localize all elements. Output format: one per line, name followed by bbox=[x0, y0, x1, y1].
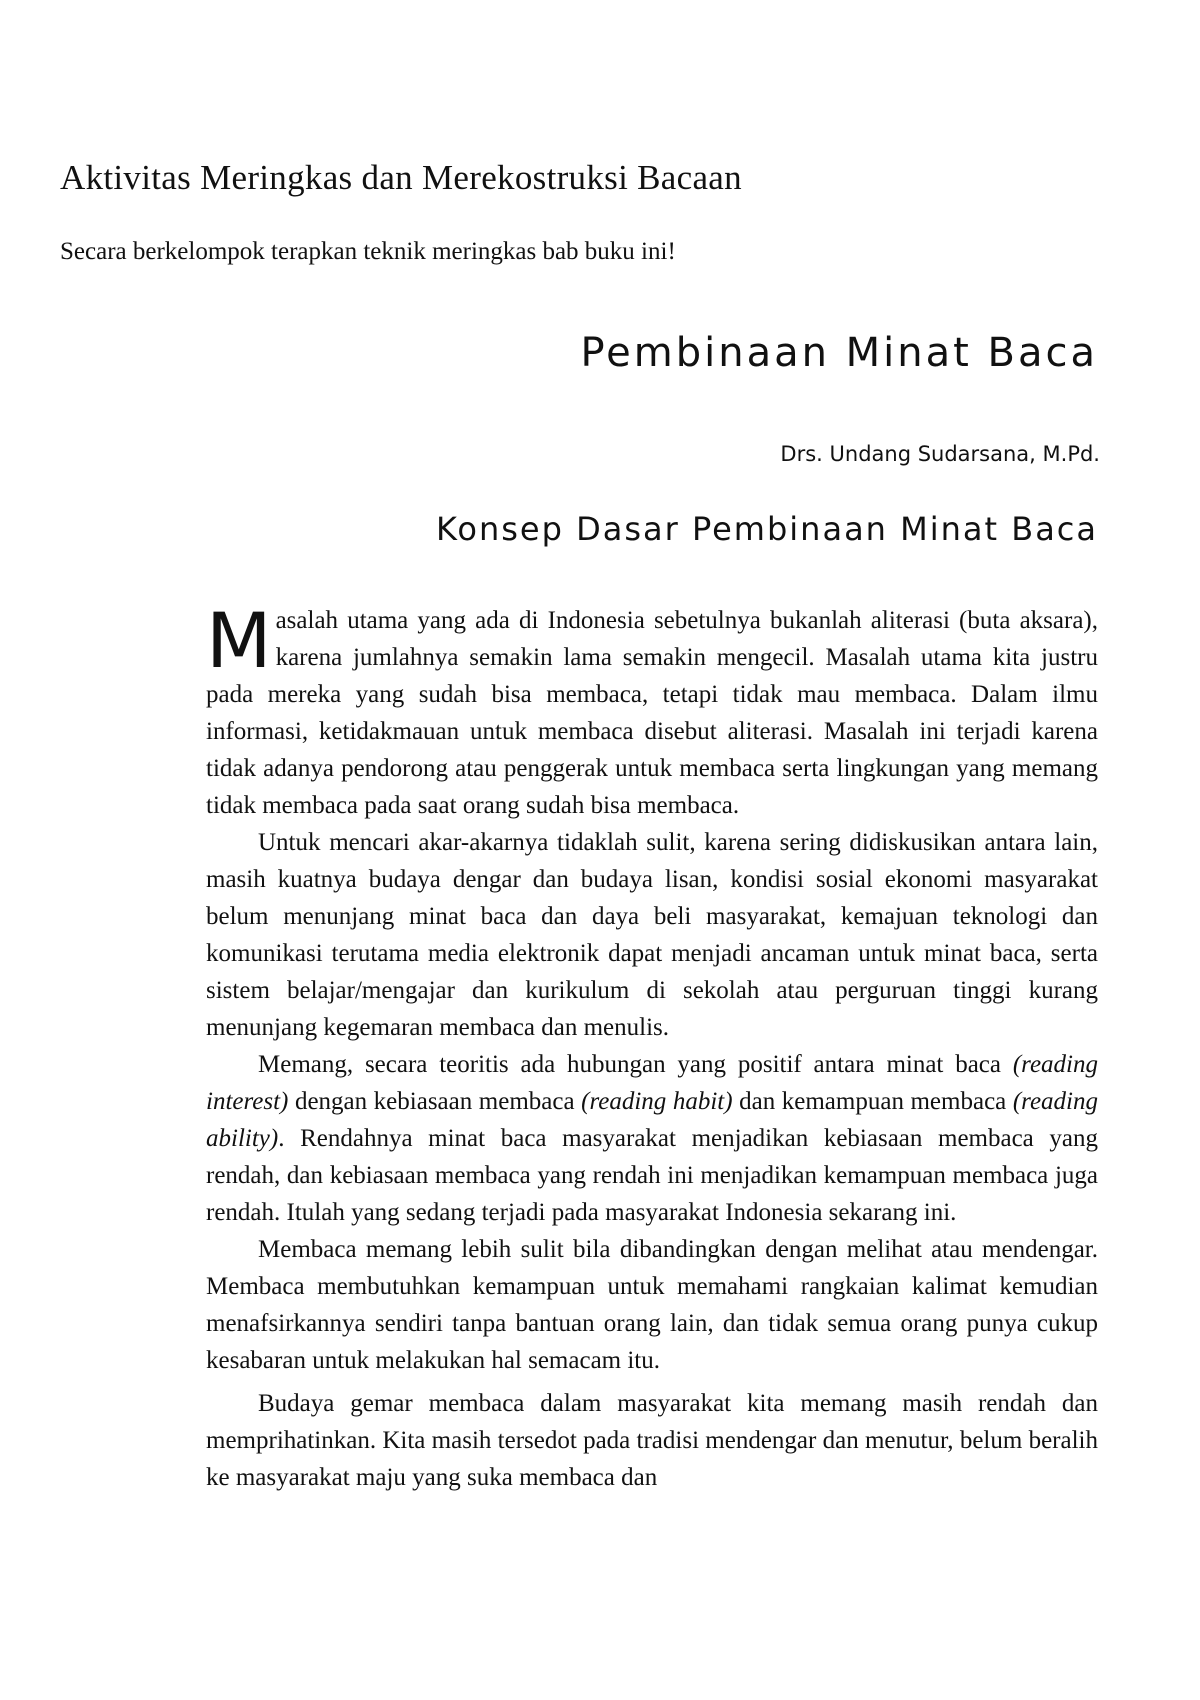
article-author: Drs. Undang Sudarsana, M.Pd. bbox=[780, 442, 1100, 466]
article-title: Pembinaan Minat Baca bbox=[580, 330, 1098, 376]
body-paragraph-4: Membaca memang lebih sulit bila dibandingkan dengan melihat atau mendengar. Membaca membutuhkan kemampuan untuk memahami rangkaian kalimat kemudian menafsirkannya sendiri tanpa bantuan orang lain, dan tidak semua orang punya cukup kesabaran untuk melakukan hal semacam itu. bbox=[206, 1236, 1098, 1374]
activity-instruction: Secara berkelompok terapkan teknik meringkas bab buku ini! bbox=[60, 238, 676, 265]
body-paragraph-5: Budaya gemar membaca dalam masyarakat kita memang masih rendah dan memprihatinkan. Kita masih tersedot pada tradisi mendengar dan menutur, belum beralih ke masyarakat maju yang suka membaca dan bbox=[206, 1390, 1098, 1491]
article-body bbox=[206, 602, 1098, 1700]
section-heading: Konsep Dasar Pembinaan Minat Baca bbox=[436, 510, 1098, 548]
paragraph-3-text-1: Memang, secara teoritis ada hubungan yang positif antara minat baca bbox=[258, 1051, 1013, 1078]
activity-heading: Aktivitas Meringkas dan Merekostruksi Bacaan bbox=[60, 158, 742, 197]
paragraph-3-text-2: dengan kebiasaan membaca bbox=[288, 1088, 582, 1115]
body-paragraph-1-text: asalah utama yang ada di Indonesia sebetulnya bukanlah aliterasi (buta aksara), karena jumlahnya semakin lama semakin mengecil. Masalah utama kita justru pada mereka yang sudah bisa membaca, tetapi tidak mau membaca. Dalam ilmu informasi, ketidakmauan untuk membaca disebut aliterasi. Masalah ini terjadi karena tidak adanya pendorong atau penggerak untuk membaca serta lingkungan yang memang tidak membaca pada saat orang sudah bisa membaca. bbox=[206, 607, 1098, 819]
term-reading-habit: (reading habit) bbox=[581, 1088, 733, 1115]
paragraph-3-text-3: dan kemampuan membaca bbox=[732, 1088, 1013, 1115]
paragraph-3-text-4: . Rendahnya minat baca masyarakat menjadikan kebiasaan membaca yang rendah, dan kebiasaan membaca yang rendah ini menjadikan kemampuan membaca juga rendah. Itulah yang sedang terjadi pada masyarakat Indonesia sekarang ini. bbox=[206, 1125, 1098, 1226]
term-reading-ability: (reading ability) bbox=[206, 1088, 1098, 1152]
drop-cap-letter: M bbox=[206, 602, 272, 685]
body-paragraph-1 bbox=[206, 602, 1098, 824]
term-reading-interest: (reading interest) bbox=[206, 1051, 1098, 1115]
body-paragraph-3 bbox=[206, 1046, 1098, 1231]
body-paragraph-2: Untuk mencari akar-akarnya tidaklah sulit, karena sering didiskusikan antara lain, masih kuatnya budaya dengar dan budaya lisan, kondisi sosial ekonomi masyarakat belum menunjang minat baca dan daya beli masyarakat, kemajuan teknologi dan komunikasi terutama media elektronik dapat menjadi ancaman untuk minat baca, serta sistem belajar/mengajar dan kurikulum di sekolah atau perguruan tinggi kurang menunjang kegemaran membaca dan menulis. bbox=[206, 829, 1098, 1041]
